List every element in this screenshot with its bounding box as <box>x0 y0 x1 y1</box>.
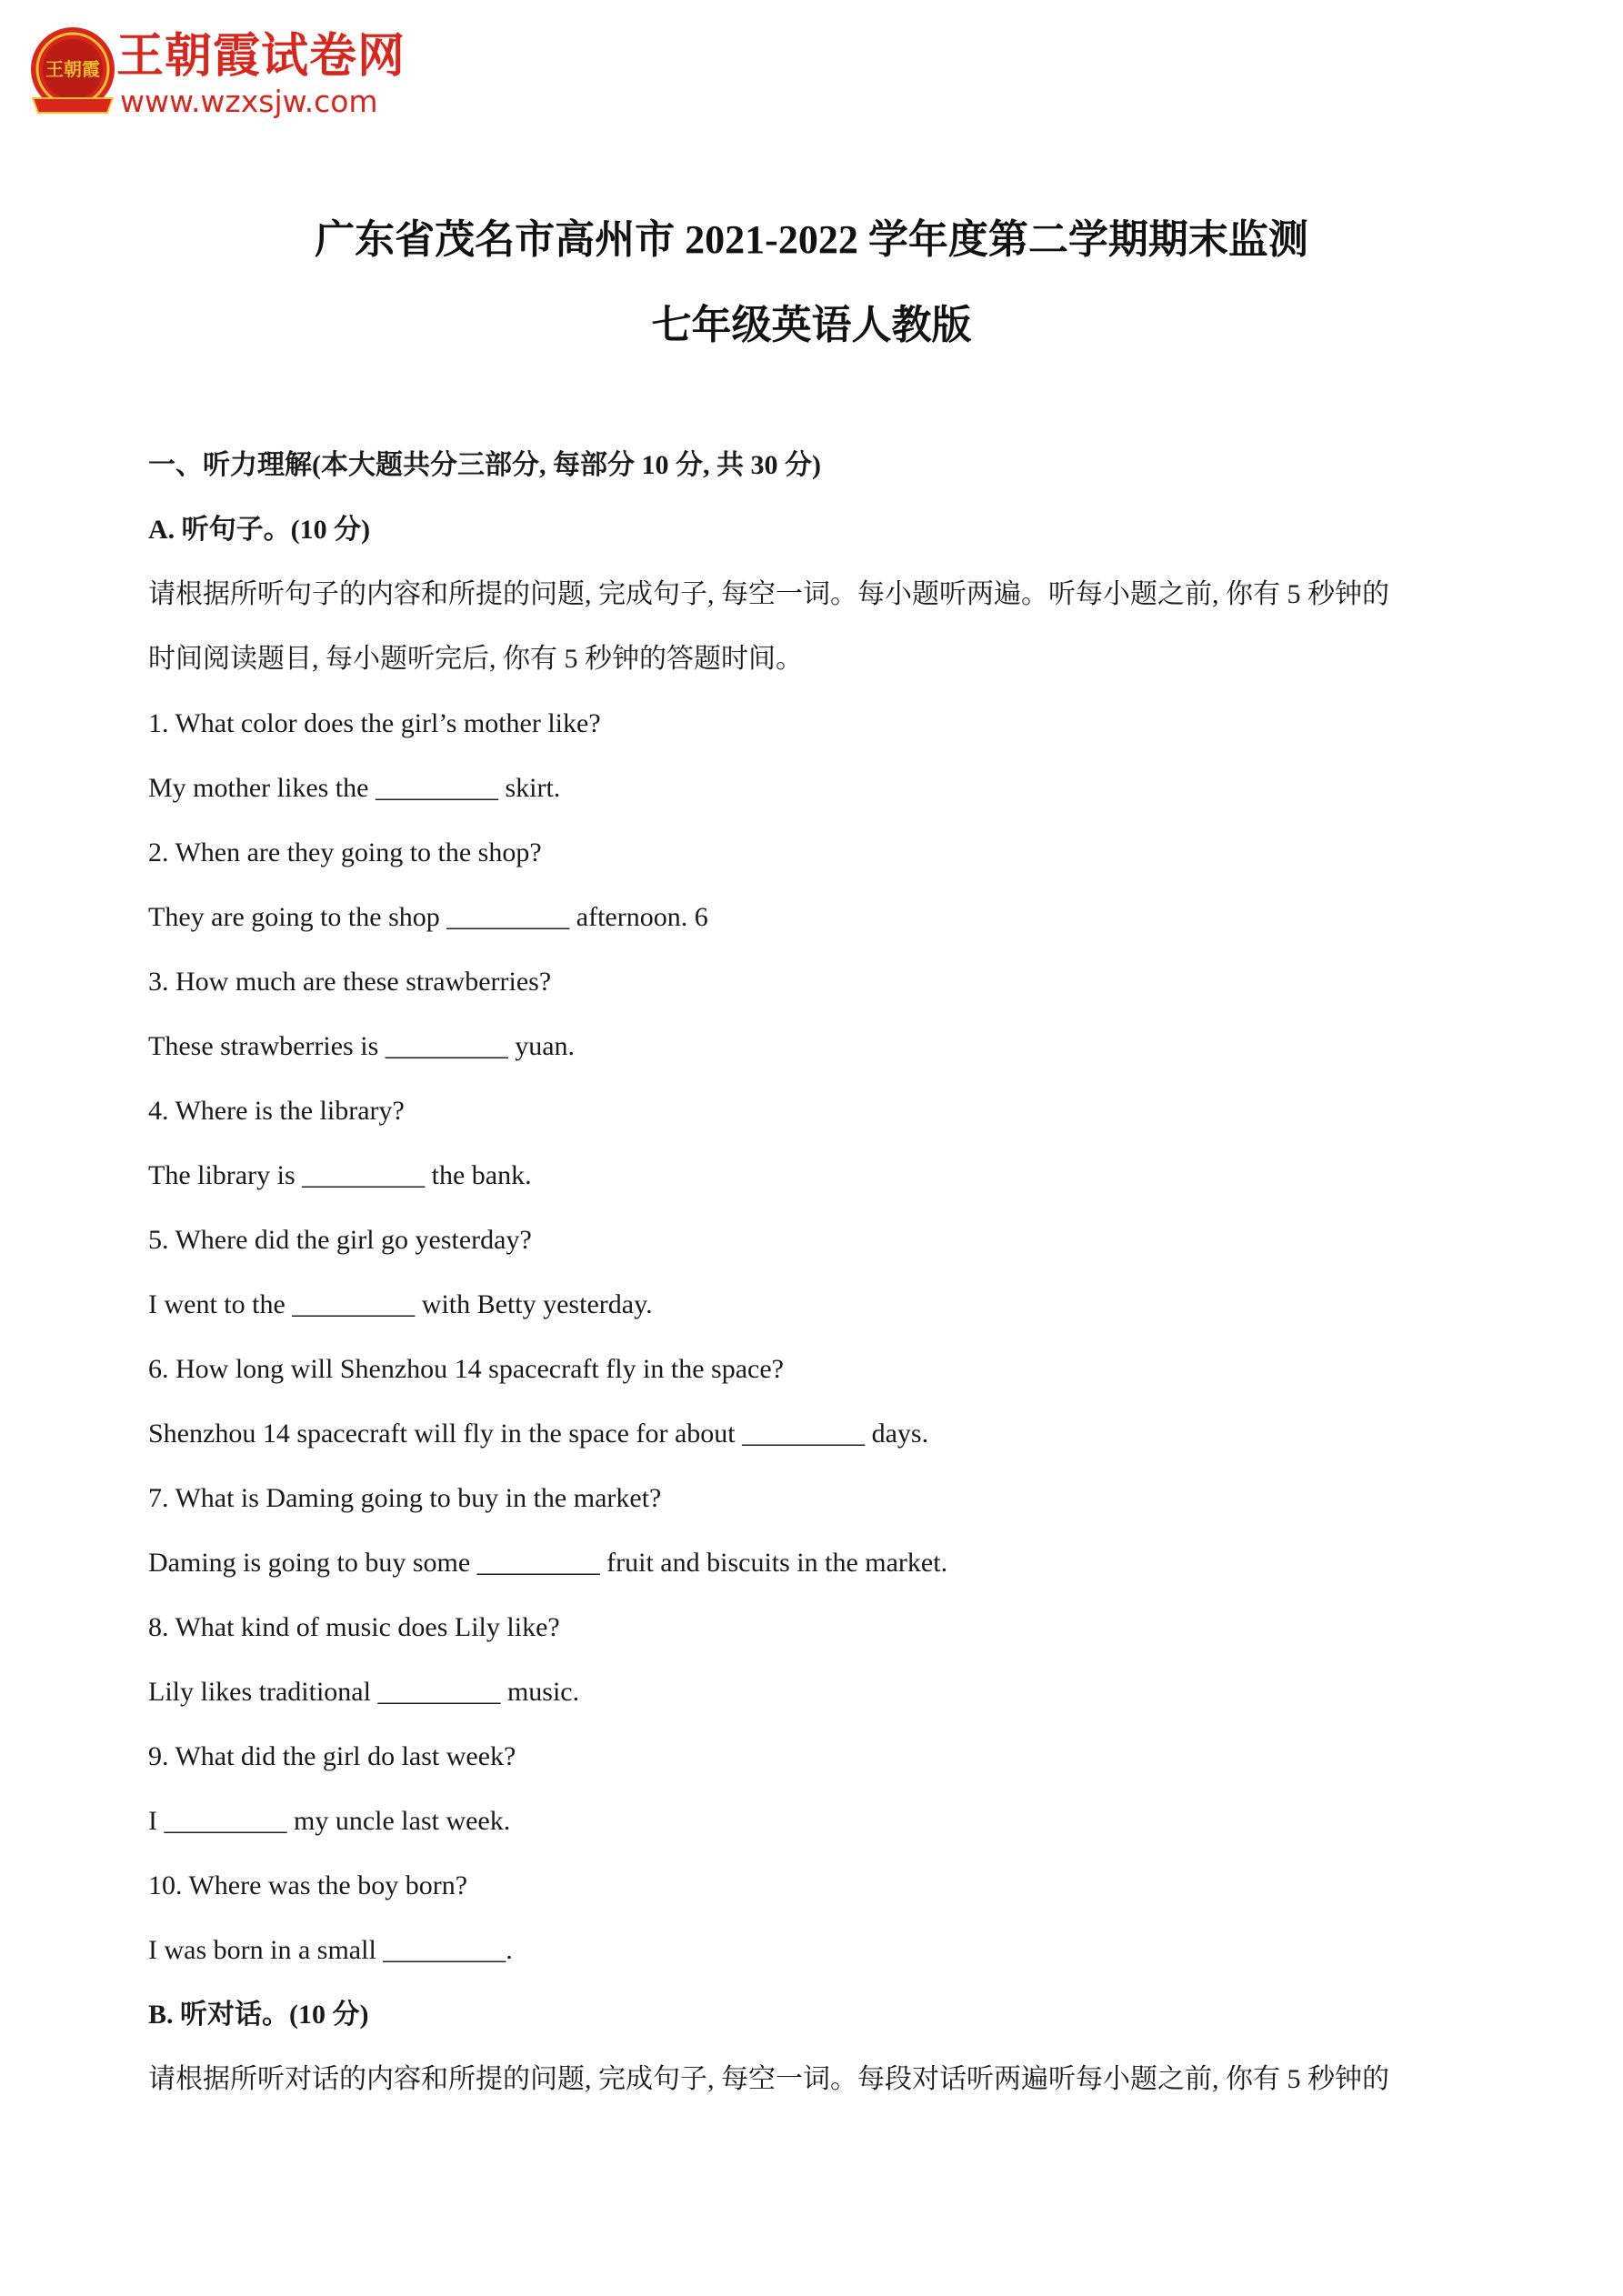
document-subtitle: 七年级英语人教版 <box>651 303 972 347</box>
answer-sentence: I went to the _________ with Betty yesterday. <box>148 1289 653 1319</box>
answer-sentence: Shenzhou 14 spacecraft will fly in the space for about _________ days. <box>148 1419 929 1449</box>
site-url[interactable]: www.wzxsjw.com <box>120 84 378 119</box>
part-a-heading: A. 听句子。(10 分) <box>148 515 371 545</box>
logo-badge-text: 王朝霞 <box>45 58 100 80</box>
site-name: 王朝霞试卷网 <box>116 29 406 84</box>
part-b-instruction-line: 请根据所听对话的内容和所提的问题, 完成句子, 每空一词。每段对话听两遍听每小题之前, 你有 5 秒钟的 <box>148 2064 1389 2094</box>
answer-sentence: I was born in a small _________. <box>148 1935 513 1965</box>
part-a-instruction-line: 时间阅读题目, 每小题听完后, 你有 5 秒钟的答题时间。 <box>148 644 803 674</box>
question-text: 6. How long will Shenzhou 14 spacecraft fly in the space? <box>148 1354 784 1384</box>
question-text: 10. Where was the boy born? <box>148 1870 468 1900</box>
question-text: 2. When are they going to the shop? <box>148 837 542 867</box>
exam-content <box>148 440 1476 2119</box>
part-b-heading: B. 听对话。(10 分) <box>148 2000 369 2030</box>
answer-sentence: Daming is going to buy some _________ fruit and biscuits in the market. <box>148 1548 948 1578</box>
answer-sentence: These strawberries is _________ yuan. <box>148 1031 576 1061</box>
question-text: 3. How much are these strawberries? <box>148 967 552 997</box>
question-text: 1. What color does the girl’s mother like? <box>148 708 601 738</box>
question-text: 4. Where is the library? <box>148 1096 405 1126</box>
site-logo[interactable] <box>25 24 407 124</box>
answer-sentence: Lily likes traditional _________ music. <box>148 1677 580 1707</box>
question-text: 8. What kind of music does Lily like? <box>148 1612 560 1642</box>
part-a-instruction-line: 请根据所听句子的内容和所提的问题, 完成句子, 每空一词。每小题听两遍。听每小题之前, 你有 5 秒钟的 <box>148 579 1389 609</box>
answer-sentence: They are going to the shop _________ afternoon. 6 <box>148 902 708 932</box>
question-text: 7. What is Daming going to buy in the market? <box>148 1483 662 1513</box>
question-text: 9. What did the girl do last week? <box>148 1741 516 1771</box>
answer-sentence: I _________ my uncle last week. <box>148 1806 511 1836</box>
answer-sentence: My mother likes the _________ skirt. <box>148 773 561 803</box>
answer-sentence: The library is _________ the bank. <box>148 1160 532 1190</box>
section-heading: 一、听力理解(本大题共分三部分, 每部分 10 分, 共 30 分) <box>148 450 821 480</box>
logo-badge-icon <box>25 24 120 118</box>
document-title: 广东省茂名市高州市 2021-2022 学年度第二学期期末监测 <box>315 217 1308 262</box>
question-text: 5. Where did the girl go yesterday? <box>148 1225 532 1255</box>
